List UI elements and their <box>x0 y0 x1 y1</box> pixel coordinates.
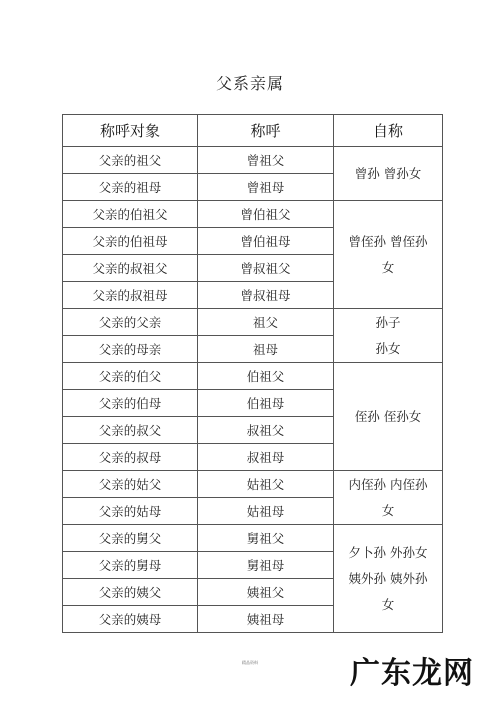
cell-object: 父亲的母亲 <box>63 336 198 363</box>
cell-object: 父亲的姑父 <box>63 471 198 498</box>
cell-object: 父亲的叔祖父 <box>63 255 198 282</box>
self-line: 女 <box>381 596 395 612</box>
kinship-table <box>62 114 443 633</box>
table-row <box>63 525 443 552</box>
cell-address: 曾叔祖父 <box>198 255 334 282</box>
self-line: 内侄孙 内侄孙 <box>348 476 428 492</box>
cell-address: 姨祖父 <box>198 579 334 606</box>
table-row <box>63 309 443 336</box>
cell-address: 伯祖父 <box>198 363 334 390</box>
table-row <box>63 363 443 390</box>
cell-self <box>334 363 443 471</box>
cell-address: 曾祖父 <box>198 147 334 174</box>
self-line: 孙女 <box>375 340 401 356</box>
cell-object: 父亲的叔母 <box>63 444 198 471</box>
table-row <box>63 147 443 174</box>
site-watermark <box>332 648 492 692</box>
cell-self <box>334 309 443 363</box>
self-line: 夕卜孙 外孙女 <box>348 544 428 560</box>
self-line: 女 <box>381 502 395 518</box>
cell-object: 父亲的伯父 <box>63 363 198 390</box>
page-footer: 精品资料 <box>242 660 258 665</box>
self-line: 孙子 <box>375 314 401 330</box>
cell-self <box>334 525 443 633</box>
header-self: 自称 <box>334 115 443 147</box>
cell-address: 叔祖母 <box>198 444 334 471</box>
cell-object: 父亲的姨父 <box>63 579 198 606</box>
cell-object: 父亲的姨母 <box>63 606 198 633</box>
cell-object: 父亲的祖父 <box>63 147 198 174</box>
cell-self <box>334 147 443 201</box>
watermark-text: 广东龙网 <box>350 656 474 691</box>
self-line: 曾侄孙 曾侄孙 <box>348 233 428 249</box>
cell-self <box>334 201 443 309</box>
cell-object: 父亲的叔祖母 <box>63 282 198 309</box>
cell-address: 祖母 <box>198 336 334 363</box>
cell-address: 舅祖母 <box>198 552 334 579</box>
cell-object: 父亲的父亲 <box>63 309 198 336</box>
cell-address: 叔祖父 <box>198 417 334 444</box>
header-address: 称呼 <box>198 115 334 147</box>
cell-object: 父亲的伯祖母 <box>63 228 198 255</box>
cell-address: 伯祖母 <box>198 390 334 417</box>
cell-address: 祖父 <box>198 309 334 336</box>
cell-address: 曾伯祖母 <box>198 228 334 255</box>
table-row <box>63 201 443 228</box>
self-line: 曾孙 曾孙女 <box>354 165 422 181</box>
page-title: 父系亲属 <box>215 74 284 93</box>
self-line: 女 <box>381 259 395 275</box>
cell-object: 父亲的舅母 <box>63 552 198 579</box>
cell-address: 姨祖母 <box>198 606 334 633</box>
cell-object: 父亲的叔父 <box>63 417 198 444</box>
cell-address: 姑祖母 <box>198 498 334 525</box>
cell-object: 父亲的伯母 <box>63 390 198 417</box>
table-header-row <box>63 115 443 147</box>
cell-address: 曾伯祖父 <box>198 201 334 228</box>
cell-object: 父亲的祖母 <box>63 174 198 201</box>
cell-object: 父亲的姑母 <box>63 498 198 525</box>
cell-self <box>334 471 443 525</box>
cell-object: 父亲的舅父 <box>63 525 198 552</box>
cell-address: 姑祖父 <box>198 471 334 498</box>
cell-address: 曾祖母 <box>198 174 334 201</box>
table-row <box>63 471 443 498</box>
cell-address: 曾叔祖母 <box>198 282 334 309</box>
cell-address: 舅祖父 <box>198 525 334 552</box>
self-line: 侄孙 侄孙女 <box>354 408 422 424</box>
self-line: 姨外孙 姨外孙 <box>348 570 428 586</box>
cell-object: 父亲的伯祖父 <box>63 201 198 228</box>
header-object: 称呼对象 <box>63 115 198 147</box>
